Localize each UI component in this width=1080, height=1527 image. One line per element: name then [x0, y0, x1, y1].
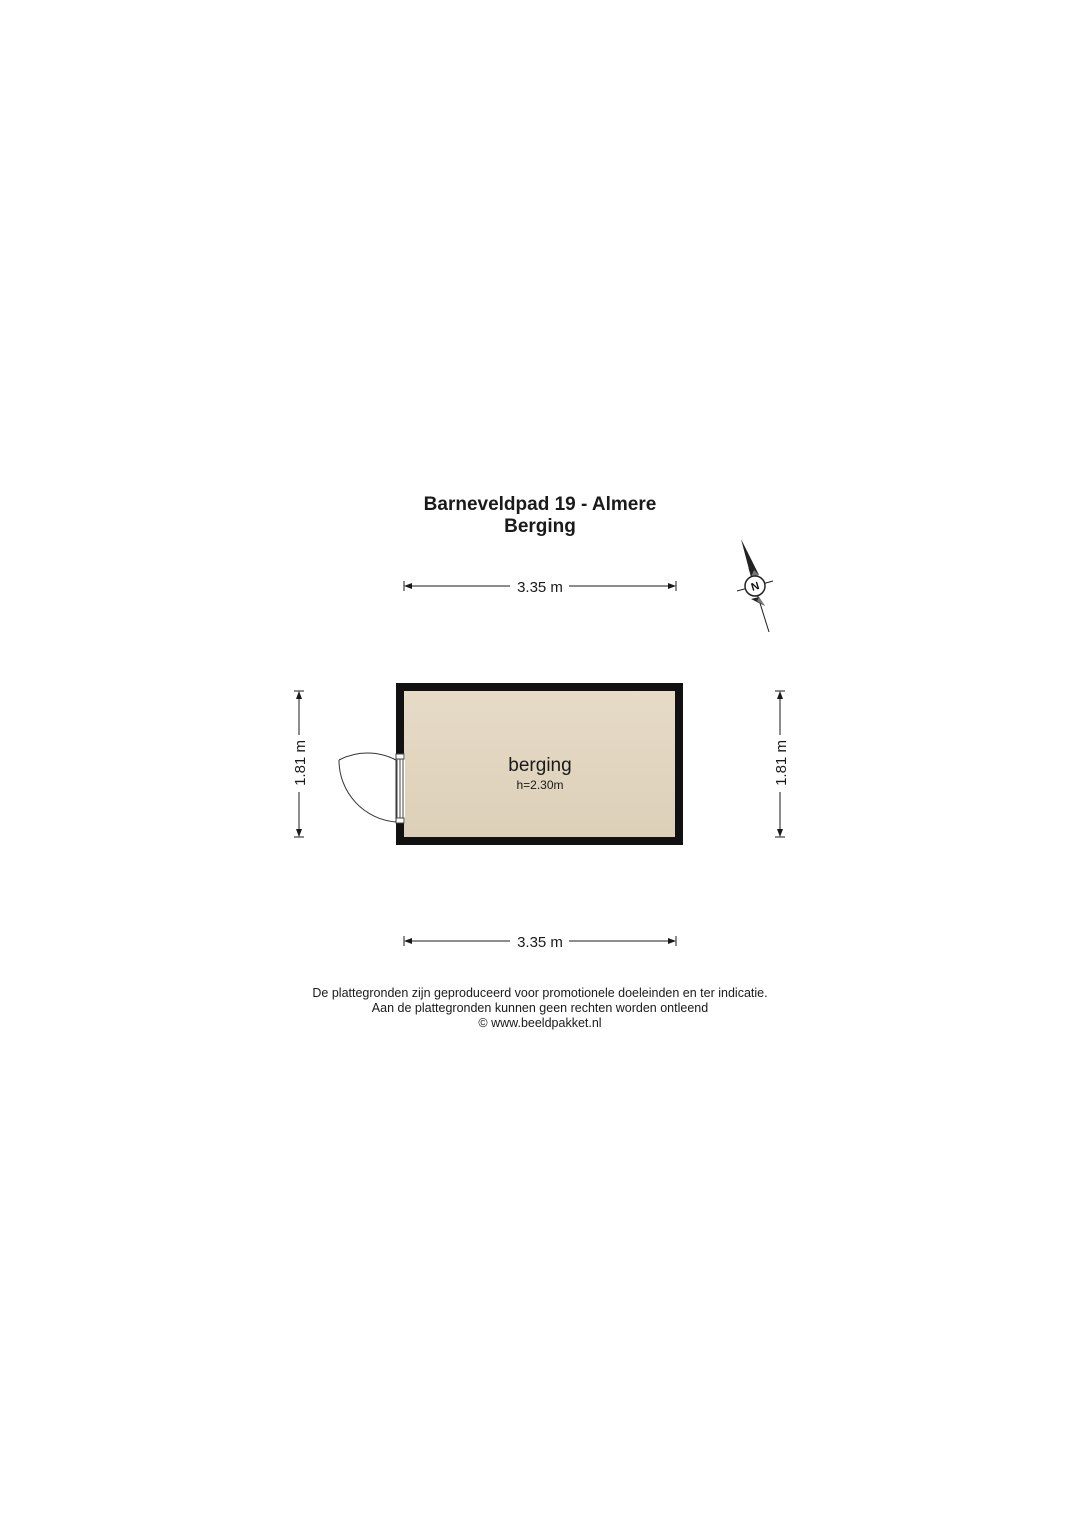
dimension-bottom-label: 3.35 m [517, 934, 563, 951]
room-berging [396, 683, 683, 845]
plan-title-floor: Berging [504, 516, 576, 537]
compass-label: N [749, 580, 761, 594]
door [339, 753, 405, 823]
plan-title-address: Barneveldpad 19 - Almere [423, 494, 657, 515]
disclaimer-line-1: De plattegronden zijn geproduceerd voor promotionele doeleinden en ter indicatie. [312, 986, 768, 1000]
dimension-top [404, 579, 676, 596]
compass [737, 539, 773, 632]
disclaimer [0, 986, 1080, 1031]
disclaimer-line-2: Aan de plattegronden kunnen geen rechten worden ontleend [371, 1001, 709, 1015]
dimension-right-label: 1.81 m [773, 740, 790, 786]
room-name: berging [508, 755, 572, 776]
door-swing-arc [339, 753, 396, 760]
dimension-left-label: 1.81 m [292, 740, 309, 786]
dimension-right [773, 691, 790, 837]
dimension-bottom [404, 934, 676, 951]
dimension-top-label: 3.35 m [517, 579, 563, 596]
copyright-line: © www.beeldpakket.nl [478, 1016, 602, 1030]
room-height: h=2.30m [516, 778, 564, 792]
north-arrow-icon [741, 539, 759, 577]
dimension-left [292, 691, 309, 837]
